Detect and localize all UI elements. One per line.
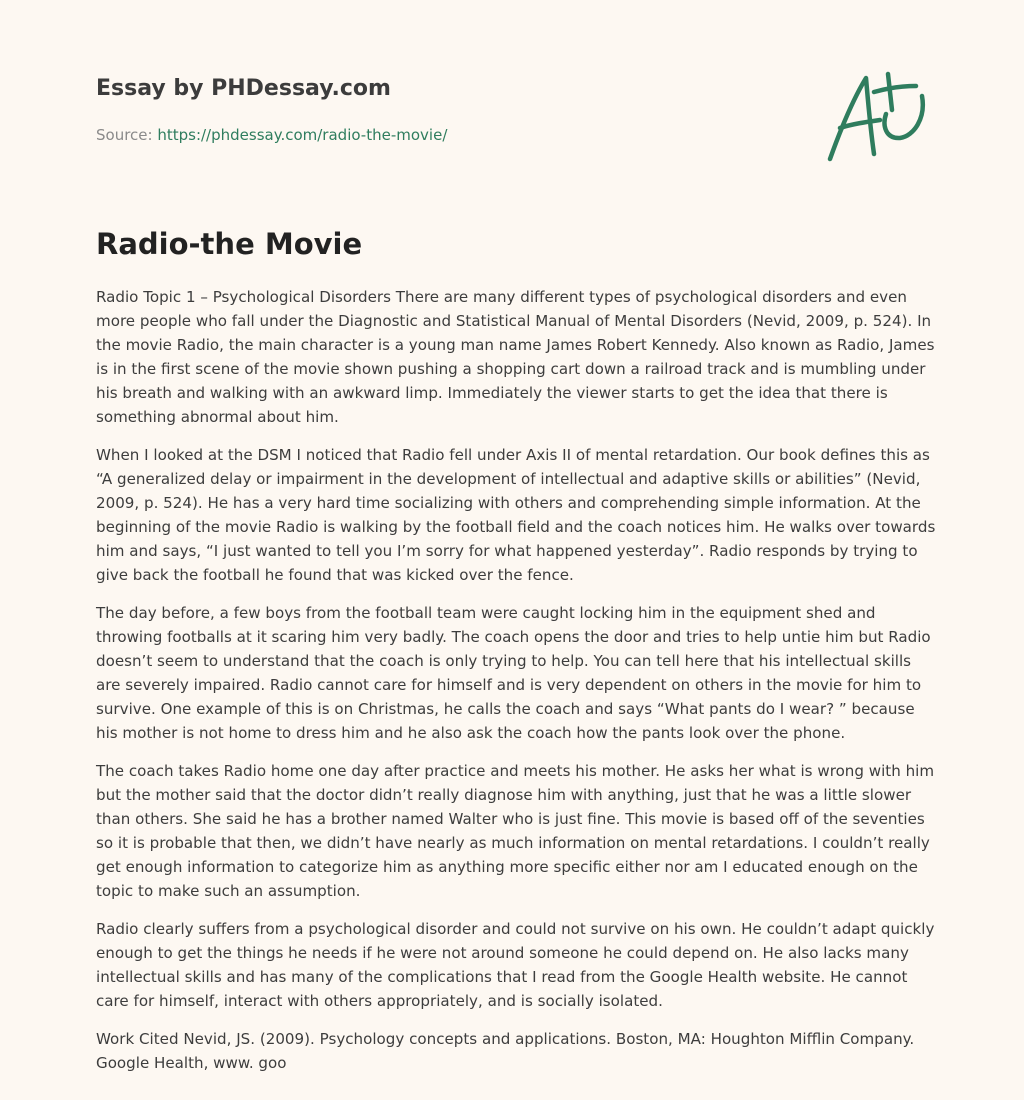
page-header bbox=[96, 72, 928, 146]
article-title: Radio-the Movie bbox=[96, 227, 363, 261]
a-plus-grade-icon bbox=[822, 66, 932, 166]
paragraph: Radio clearly suffers from a psychological disorder and could not survive on his own. He couldn’t adapt quickly enough to get the things he needs if he were not around someone he could depend on. He also lacks many intellectual skills and has many of the complications that I read from the Google Health website. He cannot care for himself, interact with others appropriately, and is socially isolated. bbox=[96, 920, 935, 1010]
site-brand: Essay by PHDessay.com bbox=[96, 76, 391, 101]
paragraph: Radio Topic 1 – Psychological Disorders There are many different types of psychological disorders and even more people who fall under the Diagnostic and Statistical Manual of Mental Disorders (Nevid, 2009, p. 524). In the movie Radio, the main character is a young man name James Robert Kennedy. Also known as Radio, James is in the first scene of the movie shown pushing a shopping cart down a railroad track and is mumbling under his breath and walking with an awkward limp. Immediately the viewer starts to get the idea that there is something abnormal about him. bbox=[96, 288, 935, 426]
paragraph: The day before, a few boys from the football team were caught locking him in the equipment shed and throwing footballs at it scaring him very badly. The coach opens the door and tries to help untie him but Radio doesn’t seem to understand that the coach is only trying to help. You can tell here that his intellectual skills are severely impaired. Radio cannot care for himself and is very dependent on others in the movie for him to survive. One example of this is on Christmas, he calls the coach and says “What pants do I wear? ” because his mother is not home to dress him and he also ask the coach how the pants look over the phone. bbox=[96, 604, 931, 742]
paragraph: The coach takes Radio home one day after practice and meets his mother. He asks her what is wrong with him but the mother said that the doctor didn’t really diagnose him with anything, just that he was a little slower than others. She said he has a brother named Walter who is just fine. This movie is based off of the seventies so it is probable that then, we didn’t have nearly as much information on mental retardations. I couldn’t really get enough information to categorize him as anything more specific either nor am I educated enough on the topic to make such an assumption. bbox=[96, 762, 935, 900]
article-body bbox=[96, 285, 936, 1089]
paragraph: When I looked at the DSM I noticed that Radio fell under Axis II of mental retardation. Our book defines this as “A generalized delay or impairment in the development of intellectual and adaptive skills or abilities” (Nevid, 2009, p. 524). He has a very hard time socializing with others and comprehending simple information. At the beginning of the movie Radio is walking by the football field and the coach notices him. He walks over towards him and says, “I just wanted to tell you I’m sorry for what happened yesterday”. Radio responds by trying to give back the football he found that was kicked over the fence. bbox=[96, 446, 936, 584]
works-cited-paragraph: Work Cited Nevid, JS. (2009). Psychology concepts and applications. Boston, MA: Houghton Mifflin Company. Google Health, www. goo bbox=[96, 1030, 915, 1072]
source-link[interactable]: https://phdessay.com/radio-the-movie/ bbox=[157, 126, 448, 144]
source-label: Source: bbox=[96, 126, 158, 144]
source-line bbox=[96, 124, 928, 146]
